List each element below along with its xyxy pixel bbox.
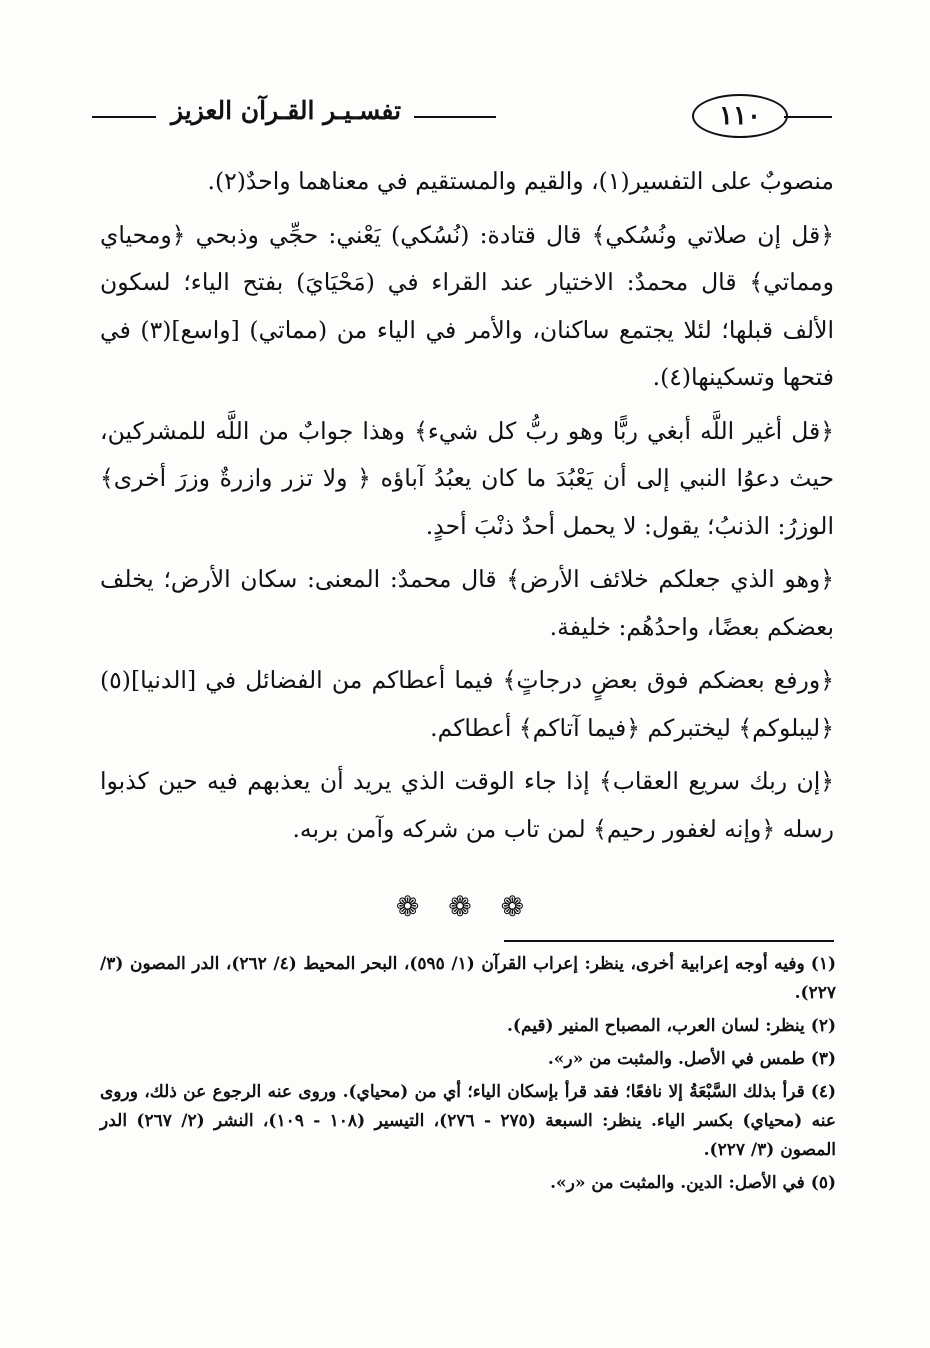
footnote-marker: (٢) [810, 1016, 836, 1036]
footnotes [100, 950, 836, 1202]
paragraph: ﴿قل أغير اللَّه أبغي ربًّا وهو ربُّ كل شيء﴾ وهذا جوابٌ من اللَّه للمشركين، حيث دعوُا النبي إلى أن يَعْبُدَ ما كان يعبُدُ آباؤه ﴿ ولا تزر وازرةٌ وزرَ أخرى﴾ الوزرُ: الذنبُ؛ يقول: لا يحمل أحدٌ ذنْبَ أحدٍ. [100, 416, 834, 540]
footnote [100, 1169, 836, 1198]
paragraph: ﴿وهو الذي جعلكم خلائف الأرض﴾ قال محمدٌ: المعنى: سكان الأرض؛ يخلف بعضكم بعضًا، واحدُهُم: خليفة. [100, 565, 834, 641]
footnote-marker: (١) [810, 954, 836, 974]
paragraph: منصوبٌ على التفسير(١)، والقيم والمستقيم في معناهما واحدٌ(٢). [207, 167, 834, 195]
header-rule-right [784, 116, 832, 118]
footnote-text: طمس في الأصل. والمثبت من «ر». [547, 1049, 805, 1069]
main-text [100, 158, 834, 859]
section-separator: ❁ ❁ ❁ [395, 890, 535, 923]
footnote-rule [504, 940, 834, 942]
footnote [100, 1078, 836, 1165]
paragraph: ﴿قل إن صلاتي ونُسُكي﴾ قال قتادة: (نُسُكي) يَعْني: حجِّي وذبحي ﴿ومحياي ومماتي﴾ قال محمدٌ: الاختيار عند القراء في (مَحْيَايَ) بفتح الياء؛ لسكون الألف قبلها؛ لئلا يجتمع ساكنان، والأمر في الياء من (مماتي) [واسع](٣) في فتحها وتسكينها(٤). [100, 220, 834, 391]
running-title: تفسـيـر القـرآن العزيز [170, 96, 402, 125]
footnote-text: في الأصل: الدين. والمثبت من «ر». [550, 1173, 805, 1193]
footnote [100, 950, 836, 1008]
paragraph: ﴿ورفع بعضكم فوق بعضٍ درجاتٍ﴾ فيما أعطاكم من الفضائل في [الدنيا](٥) ﴿ليبلوكم﴾ ليختبركم ﴿فيما آتاكم﴾ أعطاكم. [100, 666, 834, 742]
footnote [100, 1012, 836, 1041]
footnote-text: ينظر: لسان العرب، المصباح المنير (قيم). [507, 1016, 805, 1036]
header-rule-middle [414, 116, 496, 118]
footnote-marker: (٥) [810, 1173, 836, 1193]
footnote-marker: (٣) [810, 1049, 836, 1069]
header-rule-left [92, 116, 156, 118]
paragraph: ﴿إن ربك سريع العقاب﴾ إذا جاء الوقت الذي يريد أن يعذبهم فيه حين كذبوا رسله ﴿وإنه لغفور رحيم﴾ لمن تاب من شركه وآمن بربه. [100, 767, 834, 843]
page-header [92, 92, 832, 140]
page-number: ١١٠ [692, 94, 788, 138]
footnote-marker: (٤) [810, 1082, 836, 1102]
footnote-text: قرأ بذلك السَّبْعَةُ إلا نافعًا؛ فقد قرأ بإسكان الياء؛ أي من (محياي). وروى عنه الرجوع عن ذلك، وروى عنه (محياي) بكسر الياء. ينظر: السبعة (٢٧٥ - ٢٧٦)، التيسير (١٠٨ - ١٠٩)، النشر (٢/ ٢٦٧) الدر المصون (٣/ ٢٢٧). [100, 1082, 836, 1160]
footnote [100, 1045, 836, 1074]
footnote-text: وفيه أوجه إعرابية أخرى، ينظر: إعراب القرآن (١/ ٥٩٥)، البحر المحيط (٤/ ٢٦٢)، الدر المصون (٣/ ٢٢٧). [100, 954, 836, 1003]
